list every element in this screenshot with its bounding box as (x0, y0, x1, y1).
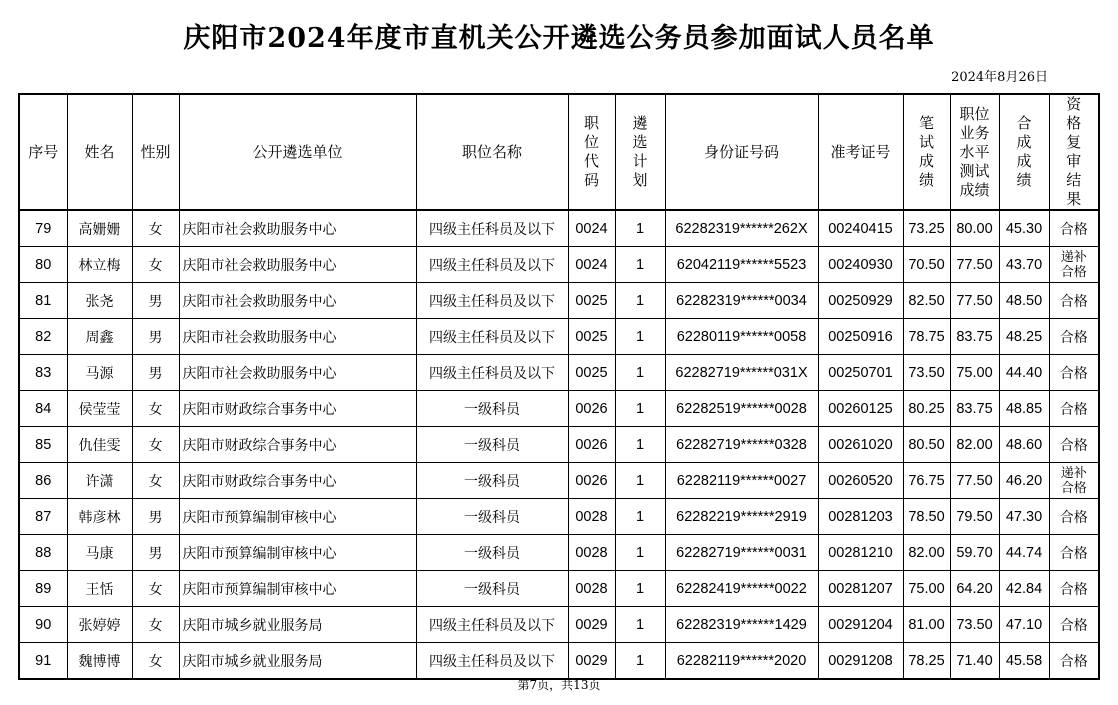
cell-gender: 男 (132, 283, 179, 319)
cell-id-number: 62282419******0022 (665, 571, 818, 607)
cell-gender: 女 (132, 643, 179, 680)
cell-written-score: 78.25 (903, 643, 950, 680)
cell-plan: 1 (615, 247, 665, 283)
cell-name: 仇佳雯 (67, 427, 132, 463)
table-row (19, 427, 1099, 463)
cell-test-score: 83.75 (950, 319, 999, 355)
cell-ticket-number: 00240930 (818, 247, 903, 283)
cell-unit: 庆阳市社会救助服务中心 (179, 210, 416, 247)
cell-gender: 男 (132, 319, 179, 355)
cell-plan: 1 (615, 643, 665, 680)
table-row (19, 210, 1099, 247)
cell-review-result: 合格 (1049, 355, 1099, 391)
header-test-score: 职位业务水平测试成绩 (950, 94, 999, 210)
cell-review-result: 合格 (1049, 283, 1099, 319)
header-combined-score: 合成成绩 (999, 94, 1049, 210)
cell-written-score: 82.50 (903, 283, 950, 319)
cell-position-code: 0025 (568, 355, 615, 391)
cell-position: 一级科员 (416, 427, 568, 463)
cell-id-number: 62282719******0328 (665, 427, 818, 463)
cell-combined-score: 48.50 (999, 283, 1049, 319)
cell-position-code: 0026 (568, 463, 615, 499)
cell-plan: 1 (615, 463, 665, 499)
cell-position-code: 0029 (568, 643, 615, 680)
cell-test-score: 71.40 (950, 643, 999, 680)
cell-plan: 1 (615, 607, 665, 643)
cell-gender: 男 (132, 535, 179, 571)
header-id-number: 身份证号码 (665, 94, 818, 210)
table-header-row (19, 94, 1099, 210)
table-row (19, 283, 1099, 319)
header-review-result: 资格复审结果 (1049, 94, 1099, 210)
cell-plan: 1 (615, 535, 665, 571)
cell-ticket-number: 00291208 (818, 643, 903, 680)
header-position: 职位名称 (416, 94, 568, 210)
cell-combined-score: 44.40 (999, 355, 1049, 391)
cell-combined-score: 48.60 (999, 427, 1049, 463)
cell-name: 许潇 (67, 463, 132, 499)
cell-name: 马源 (67, 355, 132, 391)
cell-written-score: 80.50 (903, 427, 950, 463)
cell-gender: 女 (132, 391, 179, 427)
cell-seq: 89 (19, 571, 67, 607)
cell-position-code: 0028 (568, 535, 615, 571)
cell-id-number: 62282219******2919 (665, 499, 818, 535)
cell-ticket-number: 00281207 (818, 571, 903, 607)
cell-test-score: 82.00 (950, 427, 999, 463)
cell-ticket-number: 00261020 (818, 427, 903, 463)
cell-name: 张尧 (67, 283, 132, 319)
table-row (19, 535, 1099, 571)
cell-unit: 庆阳市财政综合事务中心 (179, 391, 416, 427)
cell-unit: 庆阳市社会救助服务中心 (179, 247, 416, 283)
cell-plan: 1 (615, 427, 665, 463)
table-row (19, 355, 1099, 391)
cell-ticket-number: 00281210 (818, 535, 903, 571)
cell-test-score: 73.50 (950, 607, 999, 643)
cell-id-number: 62282119******2020 (665, 643, 818, 680)
cell-name: 魏博博 (67, 643, 132, 680)
cell-name: 马康 (67, 535, 132, 571)
cell-review-result: 合格 (1049, 427, 1099, 463)
cell-gender: 女 (132, 607, 179, 643)
cell-review-result: 合格 (1049, 607, 1099, 643)
cell-written-score: 80.25 (903, 391, 950, 427)
cell-plan: 1 (615, 283, 665, 319)
cell-review-result: 合格 (1049, 319, 1099, 355)
cell-position: 四级主任科员及以下 (416, 283, 568, 319)
cell-written-score: 78.75 (903, 319, 950, 355)
cell-plan: 1 (615, 210, 665, 247)
cell-combined-score: 46.20 (999, 463, 1049, 499)
cell-id-number: 62042119******5523 (665, 247, 818, 283)
cell-test-score: 64.20 (950, 571, 999, 607)
cell-seq: 83 (19, 355, 67, 391)
cell-position: 四级主任科员及以下 (416, 607, 568, 643)
cell-combined-score: 42.84 (999, 571, 1049, 607)
cell-seq: 91 (19, 643, 67, 680)
cell-name: 张婷婷 (67, 607, 132, 643)
cell-seq: 80 (19, 247, 67, 283)
cell-combined-score: 48.25 (999, 319, 1049, 355)
table-row (19, 499, 1099, 535)
cell-test-score: 79.50 (950, 499, 999, 535)
cell-position: 一级科员 (416, 391, 568, 427)
cell-unit: 庆阳市城乡就业服务局 (179, 607, 416, 643)
cell-test-score: 77.50 (950, 463, 999, 499)
cell-position-code: 0025 (568, 283, 615, 319)
cell-plan: 1 (615, 319, 665, 355)
cell-position: 一级科员 (416, 463, 568, 499)
cell-name: 韩彦林 (67, 499, 132, 535)
cell-ticket-number: 00240415 (818, 210, 903, 247)
cell-plan: 1 (615, 571, 665, 607)
cell-combined-score: 47.30 (999, 499, 1049, 535)
cell-unit: 庆阳市财政综合事务中心 (179, 463, 416, 499)
table-row (19, 643, 1099, 680)
cell-unit: 庆阳市预算编制审核中心 (179, 535, 416, 571)
cell-position: 一级科员 (416, 535, 568, 571)
header-ticket-number: 准考证号 (818, 94, 903, 210)
cell-position-code: 0029 (568, 607, 615, 643)
cell-review-result: 合格 (1049, 535, 1099, 571)
cell-test-score: 77.50 (950, 283, 999, 319)
cell-position-code: 0024 (568, 247, 615, 283)
cell-id-number: 62282519******0028 (665, 391, 818, 427)
cell-review-result: 合格 (1049, 571, 1099, 607)
cell-position: 四级主任科员及以下 (416, 355, 568, 391)
cell-test-score: 75.00 (950, 355, 999, 391)
cell-seq: 79 (19, 210, 67, 247)
page-number: 第7页，共13页 (517, 678, 601, 692)
cell-unit: 庆阳市预算编制审核中心 (179, 571, 416, 607)
page-title: 庆阳市2024年度市直机关公开遴选公务员参加面试人员名单 (183, 23, 935, 54)
cell-review-result: 合格 (1049, 643, 1099, 680)
cell-id-number: 62282319******262X (665, 210, 818, 247)
cell-unit: 庆阳市社会救助服务中心 (179, 283, 416, 319)
cell-unit: 庆阳市社会救助服务中心 (179, 355, 416, 391)
cell-gender: 男 (132, 355, 179, 391)
cell-test-score: 77.50 (950, 247, 999, 283)
cell-combined-score: 45.58 (999, 643, 1049, 680)
cell-position: 四级主任科员及以下 (416, 643, 568, 680)
cell-id-number: 62282719******0031 (665, 535, 818, 571)
cell-written-score: 81.00 (903, 607, 950, 643)
table-row (19, 463, 1099, 499)
cell-name: 周鑫 (67, 319, 132, 355)
cell-seq: 87 (19, 499, 67, 535)
header-gender: 性别 (132, 94, 179, 210)
cell-id-number: 62282319******0034 (665, 283, 818, 319)
cell-review-result: 合格 (1049, 210, 1099, 247)
cell-combined-score: 48.85 (999, 391, 1049, 427)
cell-gender: 女 (132, 463, 179, 499)
cell-seq: 88 (19, 535, 67, 571)
cell-ticket-number: 00250929 (818, 283, 903, 319)
cell-position-code: 0026 (568, 427, 615, 463)
cell-gender: 女 (132, 247, 179, 283)
cell-written-score: 73.25 (903, 210, 950, 247)
table-body (19, 210, 1099, 679)
header-written-score: 笔试成绩 (903, 94, 950, 210)
cell-id-number: 62282719******031X (665, 355, 818, 391)
cell-gender: 女 (132, 210, 179, 247)
cell-ticket-number: 00260125 (818, 391, 903, 427)
cell-position: 四级主任科员及以下 (416, 319, 568, 355)
cell-position: 四级主任科员及以下 (416, 210, 568, 247)
header-plan: 遴选计划 (615, 94, 665, 210)
cell-written-score: 75.00 (903, 571, 950, 607)
table-row (19, 571, 1099, 607)
cell-combined-score: 47.10 (999, 607, 1049, 643)
cell-position-code: 0026 (568, 391, 615, 427)
cell-position: 一级科员 (416, 499, 568, 535)
cell-position: 四级主任科员及以下 (416, 247, 568, 283)
cell-review-result: 合格 (1049, 391, 1099, 427)
cell-unit: 庆阳市预算编制审核中心 (179, 499, 416, 535)
table-row (19, 391, 1099, 427)
cell-position-code: 0028 (568, 571, 615, 607)
cell-position-code: 0025 (568, 319, 615, 355)
cell-plan: 1 (615, 391, 665, 427)
cell-gender: 女 (132, 571, 179, 607)
header-seq: 序号 (19, 94, 67, 210)
cell-name: 高姗姗 (67, 210, 132, 247)
header-name: 姓名 (67, 94, 132, 210)
cell-review-result: 递补合格 (1049, 463, 1099, 499)
cell-combined-score: 43.70 (999, 247, 1049, 283)
cell-test-score: 83.75 (950, 391, 999, 427)
cell-written-score: 73.50 (903, 355, 950, 391)
cell-ticket-number: 00260520 (818, 463, 903, 499)
cell-written-score: 82.00 (903, 535, 950, 571)
cell-position: 一级科员 (416, 571, 568, 607)
cell-id-number: 62282119******0027 (665, 463, 818, 499)
cell-seq: 81 (19, 283, 67, 319)
cell-test-score: 59.70 (950, 535, 999, 571)
cell-combined-score: 45.30 (999, 210, 1049, 247)
cell-combined-score: 44.74 (999, 535, 1049, 571)
publish-date: 2024年8月26日 (951, 70, 1048, 85)
table-row (19, 247, 1099, 283)
cell-unit: 庆阳市财政综合事务中心 (179, 427, 416, 463)
cell-test-score: 80.00 (950, 210, 999, 247)
cell-plan: 1 (615, 355, 665, 391)
cell-written-score: 76.75 (903, 463, 950, 499)
cell-written-score: 78.50 (903, 499, 950, 535)
cell-ticket-number: 00250701 (818, 355, 903, 391)
cell-gender: 男 (132, 499, 179, 535)
cell-position-code: 0024 (568, 210, 615, 247)
cell-name: 侯莹莹 (67, 391, 132, 427)
cell-ticket-number: 00281203 (818, 499, 903, 535)
cell-review-result: 递补合格 (1049, 247, 1099, 283)
cell-id-number: 62280119******0058 (665, 319, 818, 355)
cell-seq: 86 (19, 463, 67, 499)
cell-name: 林立梅 (67, 247, 132, 283)
cell-seq: 85 (19, 427, 67, 463)
cell-unit: 庆阳市社会救助服务中心 (179, 319, 416, 355)
interview-roster-table (18, 93, 1100, 680)
cell-seq: 84 (19, 391, 67, 427)
cell-gender: 女 (132, 427, 179, 463)
cell-name: 王恬 (67, 571, 132, 607)
cell-plan: 1 (615, 499, 665, 535)
cell-position-code: 0028 (568, 499, 615, 535)
cell-review-result: 合格 (1049, 499, 1099, 535)
cell-unit: 庆阳市城乡就业服务局 (179, 643, 416, 680)
cell-ticket-number: 00291204 (818, 607, 903, 643)
cell-seq: 90 (19, 607, 67, 643)
cell-ticket-number: 00250916 (818, 319, 903, 355)
table-row (19, 607, 1099, 643)
header-unit: 公开遴选单位 (179, 94, 416, 210)
cell-seq: 82 (19, 319, 67, 355)
table-row (19, 319, 1099, 355)
cell-written-score: 70.50 (903, 247, 950, 283)
cell-id-number: 62282319******1429 (665, 607, 818, 643)
header-position-code: 职位代码 (568, 94, 615, 210)
